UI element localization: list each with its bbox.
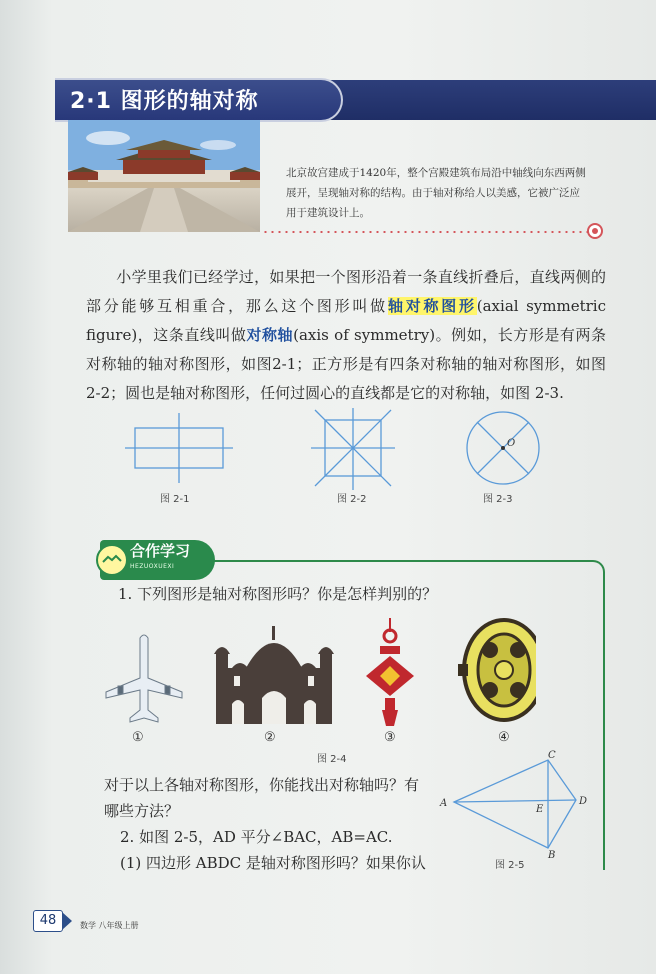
book-title: 数学 八年级上册 (80, 921, 139, 930)
ornament-icon (458, 620, 536, 720)
circle-center (501, 446, 505, 450)
vertex-a-label: A (440, 798, 448, 809)
symmetry-figures (125, 408, 565, 498)
chinese-knot-icon (366, 618, 414, 726)
question-1: 1. 下列图形是轴对称图形吗？你是怎样判别的？ (118, 585, 438, 603)
fig-label-3: ③ (384, 730, 396, 745)
center-label: O (507, 438, 516, 449)
fig-2-1-label: 图 2-1 (160, 494, 190, 505)
photo-caption: 北京故宫建成于1420年，整个宫殿建筑布局沿中轴线向东西两侧展开，呈现轴对称的结构。由于轴对称给人以美感，它被广泛应用于建筑设计上。 (286, 167, 586, 219)
fig-2-4-label: 图 2-4 (317, 754, 347, 765)
airplane-icon (106, 635, 182, 722)
fig-2-3-label: 图 2-3 (483, 494, 513, 505)
axis-question: 对于以上各轴对称图形，你能找出对称轴吗？有哪些方法？ (104, 776, 420, 820)
page-number-arrow (62, 912, 72, 930)
coop-subtitle: HEZUOXUEXI (130, 563, 175, 570)
fig-label-2: ② (264, 730, 276, 745)
fig-label-4: ④ (498, 730, 510, 745)
definition-paragraph (86, 263, 606, 408)
page-number: 48 (33, 910, 63, 932)
vertex-b-label: B (548, 850, 556, 860)
handshake-icon (96, 544, 128, 576)
para-text-3: (axis of symmetry)。例如，长方形是有两条对称轴的轴对称图形，如图2-1；正方形是有四条对称轴的轴对称图形，如图 2-2；圆也是轴对称图形，任何过圆心的直线都是它的对称轴，如图 2-3. (86, 326, 606, 402)
fig-2-5-label: 图 2-5 (495, 860, 525, 871)
fig-label-1: ① (132, 730, 144, 745)
para-text-1: 小学里我们已经学过，如果把一个图形沿着一条直线折叠后，直线两侧的部分能够互相重合，那么这个图形叫做 (86, 268, 606, 315)
term-axis-of-symmetry: 对称轴 (246, 326, 294, 344)
figure-2-4-images (96, 618, 536, 728)
vertex-d-label: D (579, 796, 588, 807)
question-2-1: (1) 四边形 ABDC 是轴对称图形吗？如果你认 (120, 854, 426, 872)
question-2: 2. 如图 2-5，AD 平分∠BAC，AB=AC. (120, 828, 393, 846)
square-figure (311, 408, 395, 490)
term-axial-symmetric-figure: 轴对称图形 (387, 297, 477, 315)
forbidden-city-photo (68, 120, 260, 232)
fig-2-2-label: 图 2-2 (337, 494, 367, 505)
point-e-label: E (536, 804, 544, 815)
section-title: 2·1 图形的轴对称 (70, 89, 259, 114)
coop-title: 合作学习 (130, 542, 191, 560)
vertex-c-label: C (548, 750, 556, 761)
para-text-2: (axial symmetric figure)，这条直线叫做 (86, 297, 606, 344)
rectangle-figure (125, 413, 233, 483)
dotted-divider (262, 231, 592, 233)
kite-figure (436, 750, 596, 860)
divider-end-icon (587, 223, 603, 239)
